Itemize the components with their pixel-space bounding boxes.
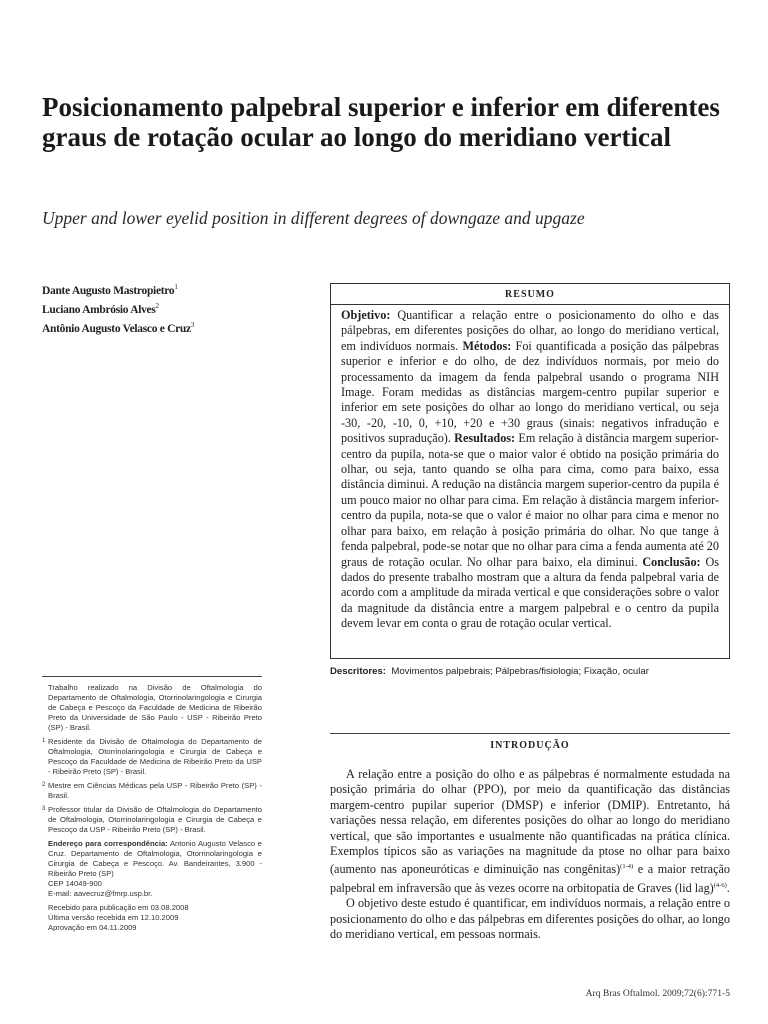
date-received: Recebido para publicação em 03.08.2008 (48, 903, 189, 912)
abstract-box (330, 283, 730, 659)
author-2: Luciano Ambrósio Alves$^2$ (42, 301, 159, 316)
author-1: Dante Augusto Mastropietro$^1$ (42, 283, 178, 297)
date-approved: Aprovação em 04.11.2009 (48, 923, 137, 932)
correspondence-email: E-mail: aavecruz@fmrp.usp.br. (48, 889, 153, 898)
keywords: Descritores: Movimentos palpebrais; Pálpebras/fisiologia; Fixação, ocular (330, 666, 649, 677)
correspondence-address: Endereço para correspondência: Antonio Augusto Velasco e Cruz. Departamento de Oftalmologia, Otorrinolaringologia e Cirurgia de Cabeça e Pescoço. Av. Bandeirantes, 3.900 - Ribeirão Preto (SP) (48, 839, 262, 878)
footnote-1: 1 Residente da Divisão de Oftalmologia do Departamento de Oftalmologia, Otorrinolaringologia e Cirurgia de Cabeça e Pescoço da Faculdade de Medicina de Ribeirão Preto da USP - Ribeirão Preto (SP) - Brasil. (42, 737, 262, 776)
author-3: Antônio Augusto Velasco e Cruz$^3$ (42, 320, 195, 335)
introduction-heading: INTRODUÇÃO (330, 733, 730, 751)
date-last-version: Última versão recebida em 12.10.2009 (48, 913, 179, 922)
note-trabalho: Trabalho realizado na Divisão de Oftalmologia do Departamento de Oftalmologia, Otorrinolaringologia e Cirurgia de Cabeça e Pescoço da Faculdade de Medicina de Ribeirão Preto da Universidade de São Paulo - USP - Ribeirão Preto (SP) - Brasil. (48, 683, 262, 732)
introduction-paragraph-2: O objetivo deste estudo é quantificar, em indivíduos normais, a relação entre o posicionamento do olho e das pálpebras em diferentes posições do olhar, ao longo do meridiano vertical, em pessoas normais. (330, 896, 730, 942)
introduction-text (330, 767, 730, 943)
abstract-text: Objetivo: Quantificar a relação entre o posicionamento do olho e das pálpebras, em diferentes posições do olhar, ao longo do meridiano vertical, em indivíduos normais. Métodos: Foi quantificada a posição das pálpebras superior e inferior e do olho, de dez indivíduos normais, por meio do processamento da imagem da fenda palpebral usando o programa NIH Image. Foram medidas as distâncias margem-centro pupilar superior e inferior em sete posições do olhar ao longo do meridiano vertical, ou seja -30, -20, -10, 0, +10, +20 e +30 graus (sinais: negativos infradução e positivos supradução). Resultados: Em relação à distância margem superior-centro da pupila, nota-se que o maior valor é obtido na posição primária do olhar, ou seja, tanto quando se olha para cima, como para baixo, essa distância diminui. A redução na distância margem superior-centro da pupila é um pouco maior no olhar para cima. Em relação à distância margem inferior-centro da pupila, nota-se que o valor é maior no olhar para cima e menor no olhar para baixo, em relação à posição primária do olhar. No que tange à fenda palpebral, pode-se notar que no olhar para cima a fenda aumenta até 20 graus de rotação ocular. No olhar para baixo, ela diminui. Conclusão: Os dados do presente trabalho mostram que a altura da fenda palpebral varia de acordo com a amplitude da mirada vertical e que considerações sobre o valor da magnitude da distância entre a margem palpebral e o centro da pupila devem levar em conta o grau de rotação ocular vertical. (341, 308, 720, 631)
journal-footer: Arq Bras Oftalmol. 2009;72(6):771-5 (585, 988, 730, 999)
author-list (42, 280, 194, 336)
footnote-3: 3 Professor titular da Divisão de Oftalmologia do Departamento de Oftalmologia, Otorrinolaringologia e Cirurgia de Cabeça e Pescoço da USP - Ribeirão Preto (SP) - Brasil. (42, 805, 262, 834)
article-subtitle: Upper and lower eyelid position in different degrees of downgaze and upgaze (42, 208, 585, 228)
abstract-heading: RESUMO (331, 284, 729, 305)
article-title: Posicionamento palpebral superior e inferior em diferentes graus de rotação ocular ao longo do meridiano vertical (42, 92, 720, 152)
introduction-paragraph-1: A relação entre a posição do olho e as pálpebras é normalmente estudada na posição primária do olhar (PPO), por meio da quantificação das distâncias margem-centro pupilar superior (DMSP) e inferior (DMIP). Entretanto, há variações nessa relação, em diferentes posições do olhar ao longo do meridiano vertical, que são importantes e usualmente não quantificadas na prática clínica. Exemplos típicos são as variações na magnitude da ptose no olhar para baixo (aumento nas aponeuróticas e diminuição nas congênitas)$^{(1-4)}$ e a maior retração palpebral em infraversão que às vezes ocorre na orbitopatia de Graves (lid lag)$^{(4-6)}$. (330, 767, 730, 895)
correspondence-cep: CEP 14049-900 (48, 879, 102, 888)
affiliation-notes (42, 676, 262, 937)
footnote-2: 2 Mestre em Ciências Médicas pela USP - Ribeirão Preto (SP) - Brasil. (42, 781, 262, 800)
